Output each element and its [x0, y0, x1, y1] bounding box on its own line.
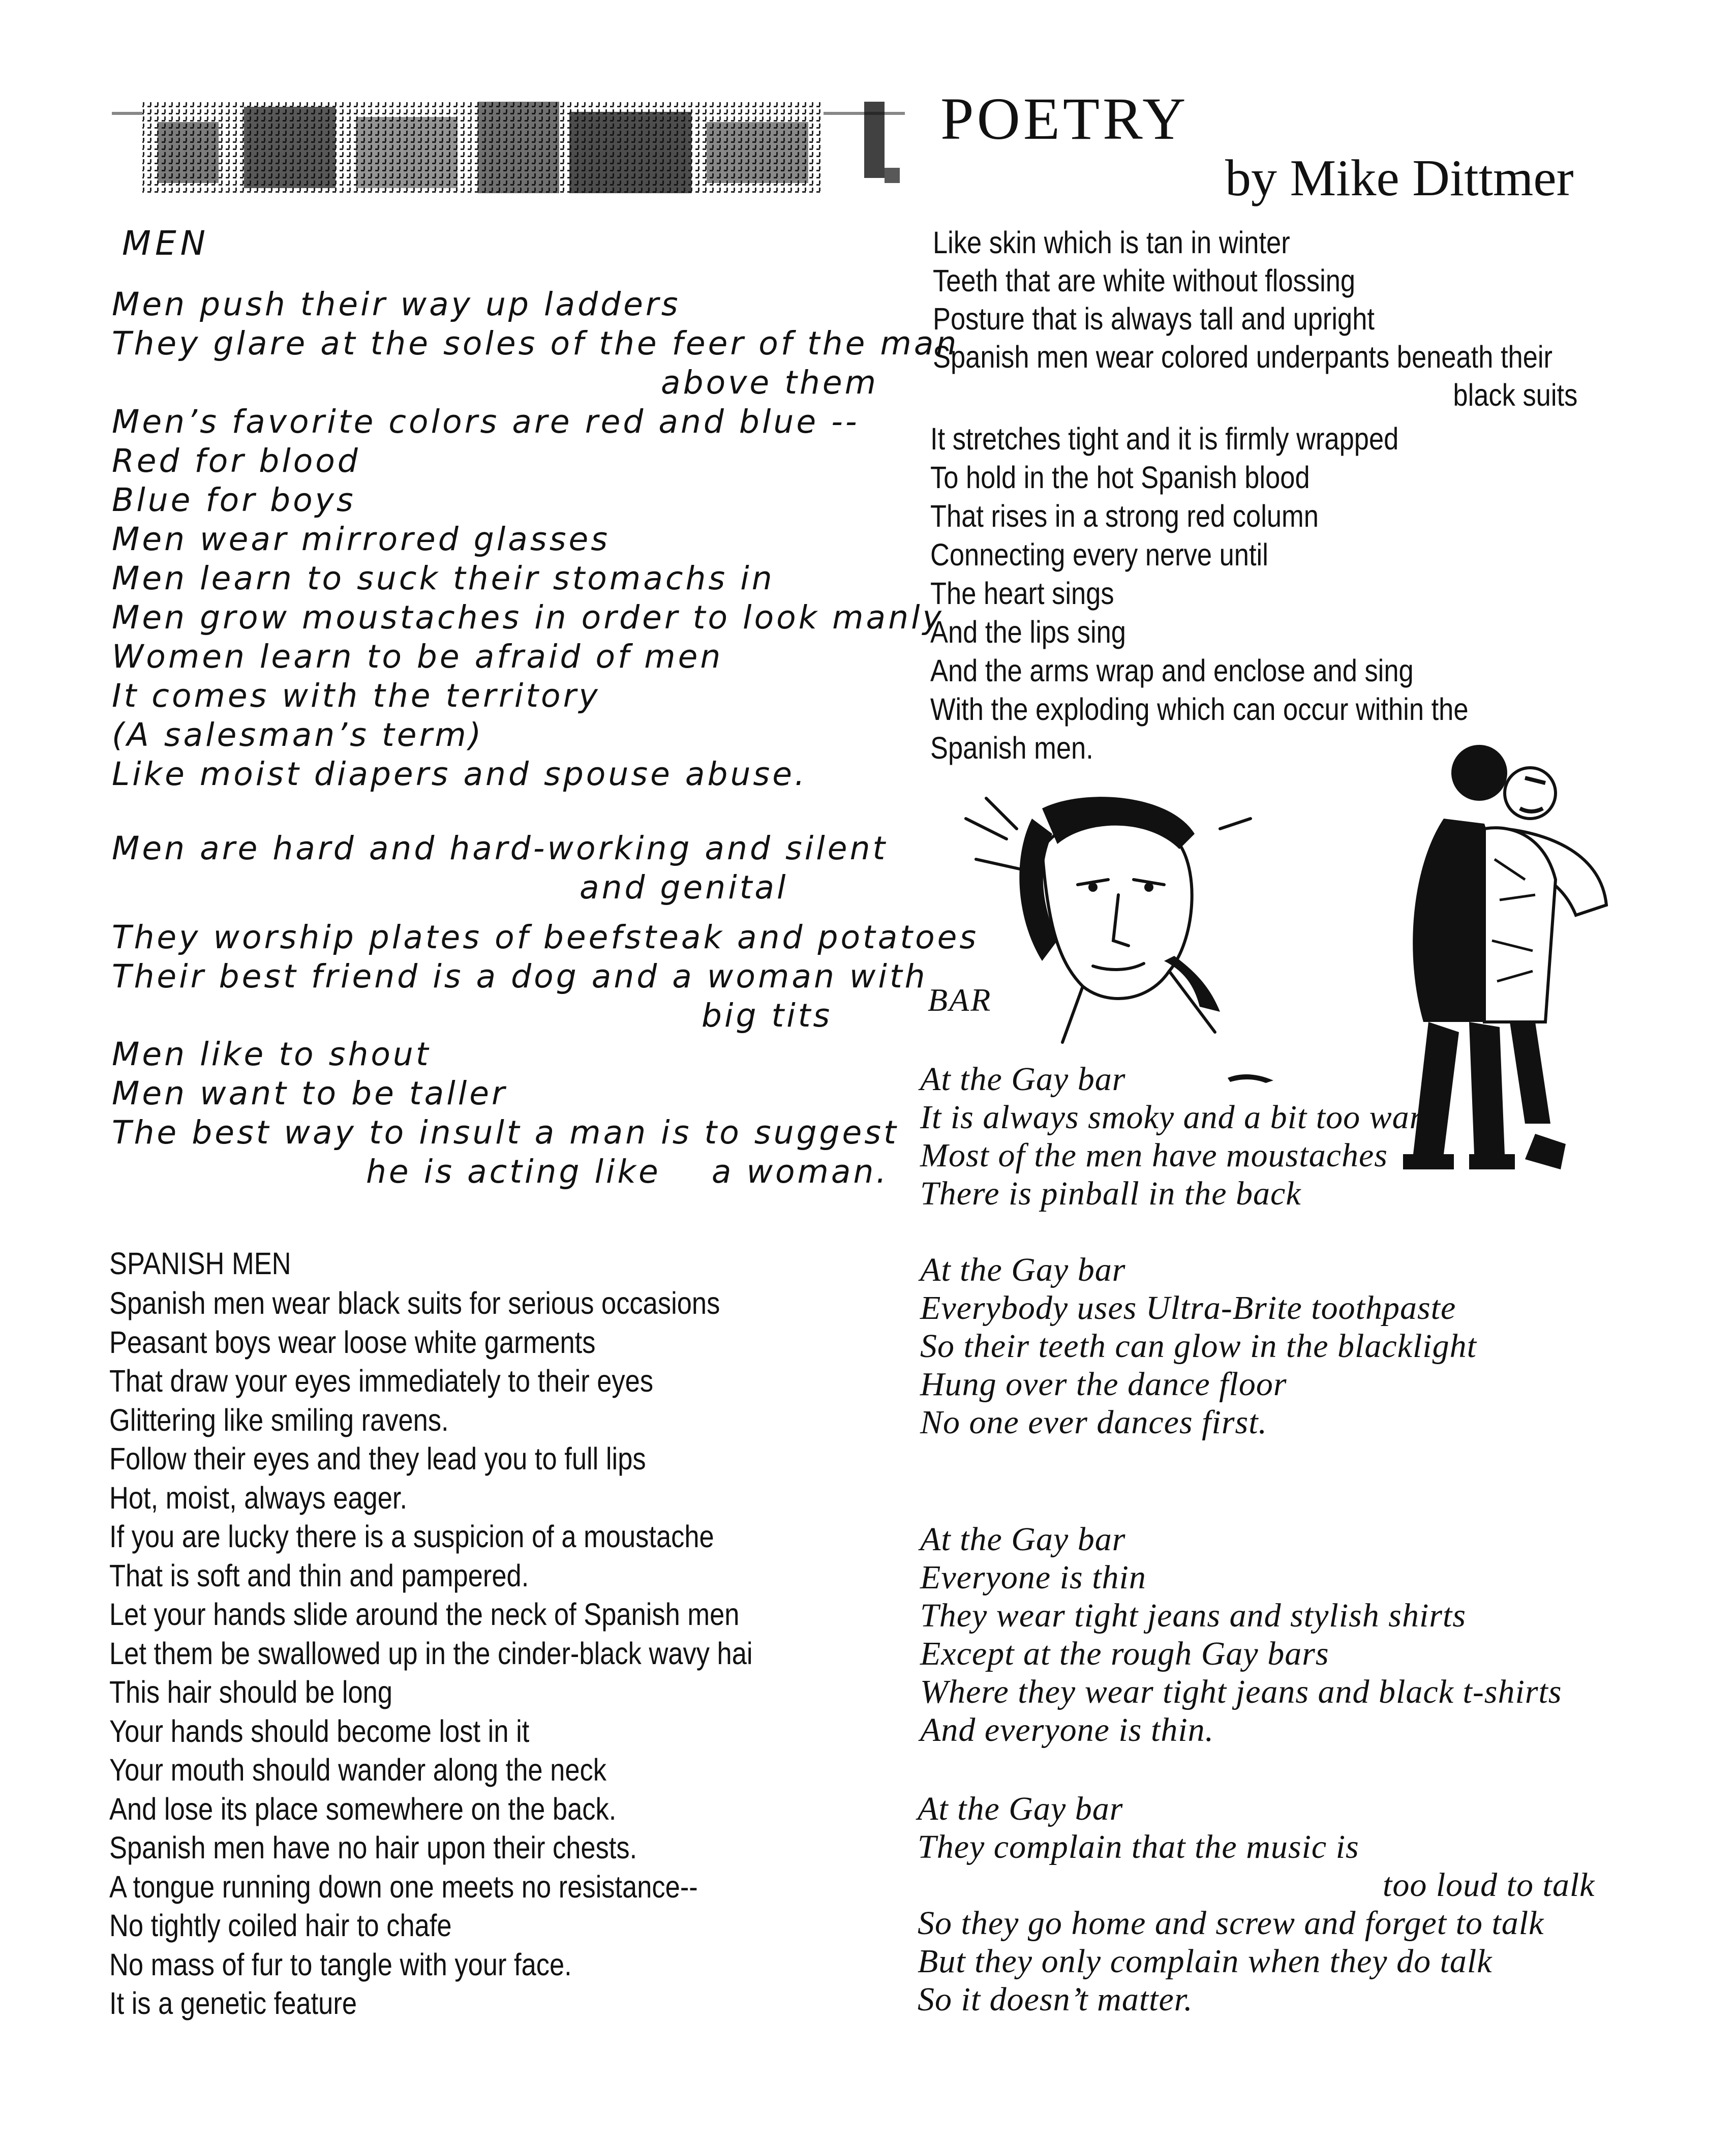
- men-poem-stanza-1: [112, 285, 959, 794]
- poem-line: If you are lucky there is a suspicion of a moustache: [109, 1519, 714, 1554]
- poem-line: Let your hands slide around the neck of Spanish men: [109, 1597, 740, 1632]
- poem-line: Red for blood: [112, 442, 360, 479]
- poem-line: Connecting every nerve until: [930, 537, 1268, 572]
- poem-line: he is acting like a woman.: [366, 1153, 889, 1190]
- poem-line: Like skin which is tan in winter: [933, 225, 1290, 260]
- poem-line: So it doesn’t matter.: [918, 1981, 1193, 2018]
- poem-line: And lose its place somewhere on the back.: [109, 1791, 617, 1826]
- poem-line: Spanish men wear colored underpants beneath their: [933, 340, 1553, 374]
- bar-poem-stanza-3: [920, 1520, 1562, 1749]
- poem-line: Men learn to suck their stomachs in: [112, 560, 775, 597]
- poem-line: With the exploding which can occur within the: [930, 692, 1469, 727]
- poem-line: At the Gay bar: [918, 1790, 1123, 1827]
- poem-line: To hold in the hot Spanish blood: [930, 460, 1310, 495]
- poem-line: Spanish men have no hair upon their chests.: [109, 1830, 637, 1865]
- poem-line: It stretches tight and it is firmly wrapped: [930, 421, 1399, 456]
- poem-line: (A salesman’s term): [112, 716, 484, 754]
- poem-line: too loud to talk: [1383, 1866, 1595, 1904]
- poem-line: But they only complain when they do talk: [918, 1943, 1493, 1980]
- poem-line: A tongue running down one meets no resistance--: [109, 1869, 698, 1904]
- poem-line: big tits: [702, 997, 833, 1034]
- poem-line: At the Gay bar: [920, 1061, 1126, 1098]
- poem-line: That draw your eyes immediately to their eyes: [109, 1364, 654, 1398]
- poem-line: This hair should be long: [109, 1675, 393, 1709]
- poem-line: They glare at the soles of the feer of the man: [112, 325, 959, 362]
- spanish-men-poem-right-column-b: [930, 419, 1468, 767]
- poem-line: Posture that is always tall and upright: [933, 302, 1375, 336]
- bar-poem-title: BAR: [928, 982, 992, 1018]
- face-illustration-icon: [956, 788, 1271, 1052]
- poem-line: And the arms wrap and enclose and sing: [930, 653, 1414, 688]
- poem-line: Men like to shout: [112, 1036, 431, 1073]
- poem-line: Follow their eyes and they lead you to full lips: [109, 1441, 646, 1476]
- poem-line: And everyone is thin.: [920, 1711, 1214, 1749]
- poem-line: At the Gay bar: [920, 1521, 1126, 1558]
- poem-line: No tightly coiled hair to chafe: [109, 1908, 452, 1943]
- poem-line: The heart sings: [930, 576, 1114, 611]
- poem-line: That rises in a strong red column: [930, 499, 1319, 533]
- poem-line: Men wear mirrored glasses: [112, 521, 611, 558]
- poem-line: Everybody uses Ultra-Brite toothpaste: [920, 1289, 1456, 1327]
- poem-line: Everyone is thin: [920, 1559, 1146, 1596]
- poem-line: Your hands should become lost in it: [109, 1713, 530, 1749]
- poem-line: Men’s favorite colors are red and blue --: [112, 403, 860, 440]
- ink-smudge-graphic: [112, 92, 905, 203]
- bar-poem-stanza-2: [920, 1251, 1477, 1441]
- spanish-men-poem-left-column: [109, 1284, 753, 2023]
- poem-line: Blue for boys: [112, 481, 356, 519]
- poem-line: That is soft and thin and pampered.: [109, 1558, 529, 1593]
- poem-line: above them: [661, 364, 878, 401]
- poem-line: Women learn to be afraid of men: [112, 638, 723, 675]
- poem-line: Like moist diapers and spouse abuse.: [112, 756, 808, 793]
- poem-line: Hung over the dance floor: [920, 1366, 1287, 1403]
- poem-line: Men push their way up ladders: [112, 286, 681, 323]
- men-poem-title: MEN: [122, 224, 210, 263]
- page-title: POETRY: [940, 85, 1189, 152]
- men-poem-stanza-4: [112, 1035, 899, 1191]
- poem-line: Let them be swallowed up in the cinder-black wavy hai: [109, 1636, 753, 1671]
- poem-line: It is always smoky and a bit too warm: [920, 1099, 1448, 1136]
- author-byline: by Mike Dittmer: [1225, 149, 1574, 207]
- poem-line: They wear tight jeans and stylish shirts: [920, 1597, 1467, 1634]
- bar-poem-stanza-4: [918, 1790, 1595, 2019]
- poem-line: There is pinball in the back: [920, 1175, 1301, 1212]
- bar-poem-stanza-1: [920, 1060, 1448, 1213]
- poem-line: Their best friend is a dog and a woman with: [112, 958, 928, 995]
- poem-line: Teeth that are white without flossing: [933, 263, 1356, 298]
- poem-line: No one ever dances first.: [920, 1404, 1268, 1441]
- poem-line: So their teeth can glow in the blacklight: [920, 1328, 1477, 1365]
- poem-line: The best way to insult a man is to suggest: [112, 1114, 899, 1151]
- poem-line: They complain that the music is: [918, 1828, 1359, 1865]
- poem-line: It comes with the territory: [112, 677, 600, 714]
- men-poem-stanza-2: [112, 829, 888, 907]
- poem-line: Where they wear tight jeans and black t-shirts: [920, 1673, 1562, 1710]
- poem-line: So they go home and screw and forget to talk: [918, 1905, 1544, 1942]
- poem-line: Most of the men have moustaches: [920, 1137, 1388, 1174]
- poem-line: Men are hard and hard-working and silent: [112, 830, 888, 867]
- poem-line: It is a genetic feature: [109, 1986, 357, 2021]
- men-poem-stanza-3: [112, 918, 979, 1035]
- poem-line: They worship plates of beefsteak and potatoes: [112, 919, 979, 956]
- poem-line: Your mouth should wander along the neck: [109, 1753, 606, 1787]
- spanish-men-poem-right-column-a: [933, 224, 1577, 414]
- poem-line: Except at the rough Gay bars: [920, 1635, 1329, 1672]
- poem-line: Spanish men.: [930, 731, 1093, 765]
- poem-line: No mass of fur to tangle with your face.: [109, 1947, 572, 1982]
- poem-line: Spanish men wear black suits for serious occasions: [109, 1286, 720, 1320]
- poem-line: And the lips sing: [930, 615, 1126, 649]
- poem-line: Men grow moustaches in order to look manly: [112, 599, 944, 636]
- poem-line: and genital: [580, 869, 788, 906]
- poem-line: Peasant boys wear loose white garments: [109, 1324, 596, 1360]
- poem-line: Glittering like smiling ravens.: [109, 1402, 449, 1437]
- poem-line: Men want to be taller: [112, 1075, 507, 1112]
- poem-line: black suits: [1453, 378, 1578, 412]
- spanish-men-poem-title: SPANISH MEN: [109, 1246, 291, 1281]
- poem-line: At the Gay bar: [920, 1251, 1126, 1288]
- poem-line: Hot, moist, always eager.: [109, 1480, 408, 1515]
